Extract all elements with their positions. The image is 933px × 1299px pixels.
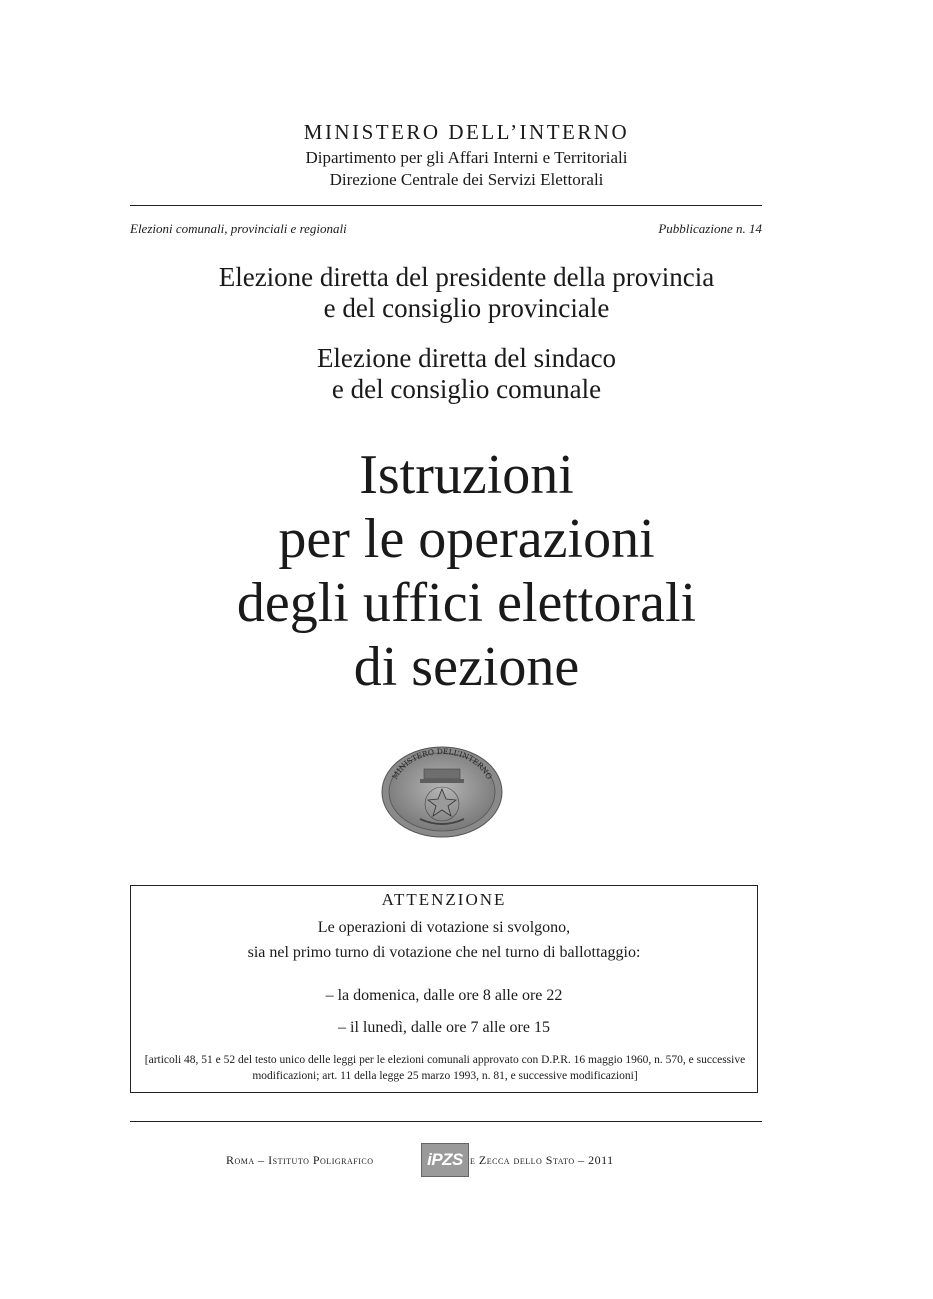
publisher-right: e Zecca dello Stato – 2011: [470, 1153, 614, 1167]
legal-reference: [articoli 48, 51 e 52 del testo unico delle leggi per le elezioni comunali approvato con D.P.R. 16 maggio 1960, n. 570, e successive modificazioni; art. 11 della legge 25 marzo 1993, n. 81, e successive modificazioni]: [144, 1054, 746, 1082]
schedule-sunday: – la domenica, dalle ore 8 alle ore 22: [325, 987, 563, 1004]
department-name: Dipartimento per gli Affari Interni e Territoriali: [305, 148, 628, 167]
series-label: Elezioni comunali, provinciali e regionali: [130, 221, 347, 236]
subtitle-line: Elezione diretta del sindaco: [316, 343, 617, 373]
title-line: per le operazioni: [278, 508, 655, 570]
ministry-name: MINISTERO DELL’INTERNO: [303, 120, 630, 144]
top-divider: [130, 205, 762, 206]
direction-name: Direzione Centrale dei Servizi Elettorali: [329, 170, 604, 189]
attention-line: Le operazioni di votazione si svolgono,: [317, 919, 571, 936]
attention-box: [130, 885, 758, 1093]
ipzs-logo-icon: [421, 1143, 469, 1177]
attention-heading: ATTENZIONE: [381, 890, 507, 909]
document-title: [0, 443, 933, 699]
logo-text: iPZS: [427, 1150, 463, 1169]
ministry-seal-icon: [380, 745, 504, 839]
schedule-monday: – il lunedì, dalle ore 7 alle ore 15: [338, 1019, 550, 1036]
publication-number: Pubblicazione n. 14: [658, 221, 762, 236]
title-line: Istruzioni: [359, 444, 574, 506]
subtitle-municipality: [0, 343, 933, 405]
seal-text: MINISTERO DELL’INTERNO: [390, 746, 494, 781]
publisher-left: Roma – Istituto Poligrafico: [226, 1153, 374, 1167]
title-line: di sezione: [353, 636, 580, 698]
subtitle-line: Elezione diretta del presidente della provincia: [218, 262, 715, 292]
bottom-divider: [130, 1121, 762, 1122]
subtitle-line: e del consiglio provinciale: [323, 293, 610, 323]
title-line: degli uffici elettorali: [236, 572, 697, 634]
subtitle-line: e del consiglio comunale: [331, 374, 602, 404]
attention-line: sia nel primo turno di votazione che nel turno di ballottaggio:: [247, 944, 641, 961]
subtitle-province: [0, 262, 933, 324]
